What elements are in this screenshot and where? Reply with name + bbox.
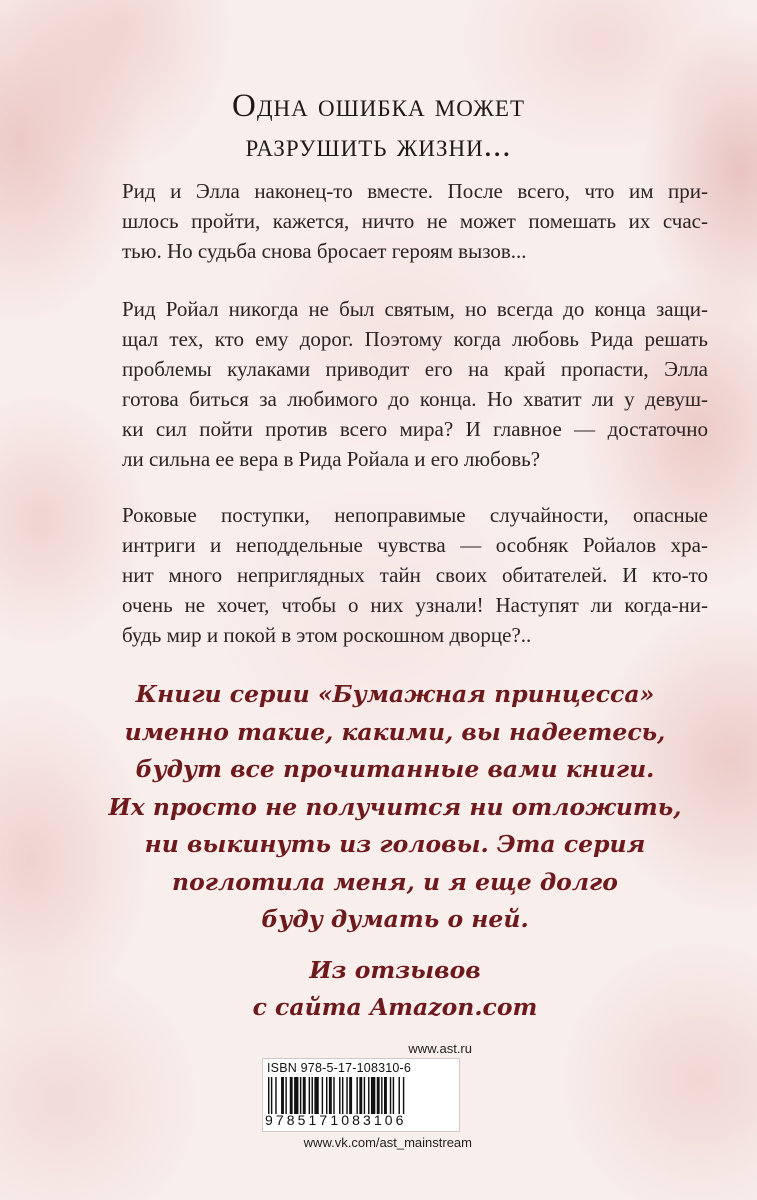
publisher-vk-link: www.vk.com/ast_mainstream	[303, 1135, 472, 1150]
barcode-bar	[275, 1077, 276, 1114]
quote-line: поглотила меня, и я еще долго	[172, 867, 618, 896]
barcode-bar	[281, 1077, 284, 1114]
paragraph-3	[122, 500, 708, 650]
quote-source	[90, 952, 700, 1026]
source-line-2: с сайта Amazon.com	[252, 993, 538, 1021]
paragraph-line: Рид Ройал никогда не был святым, но всегда до конца защи-	[122, 297, 708, 321]
paragraph-line: шлось пройти, кажется, ничто не может помешать их счас-	[122, 209, 708, 233]
barcode-bar	[290, 1077, 293, 1114]
barcode-bar	[371, 1077, 375, 1114]
barcode-bar	[339, 1077, 340, 1114]
barcode-digits: 9785171083106	[265, 1112, 407, 1128]
barcode-bar	[384, 1077, 387, 1114]
barcode-bar	[300, 1077, 301, 1114]
barcode-bar	[377, 1077, 380, 1114]
barcode-bar	[403, 1077, 404, 1114]
quote-line: буду думать о ней.	[261, 905, 529, 933]
source-line-1: Из отзывов	[309, 956, 481, 984]
paragraph-line: очень не хочет, чтобы о них узнали! Наступят ли когда-ни-	[122, 593, 708, 617]
barcode-bar	[285, 1077, 286, 1114]
barcode-bar	[364, 1077, 365, 1114]
barcode-bar	[309, 1077, 310, 1114]
barcode-bar	[342, 1077, 343, 1114]
barcode-bar	[294, 1077, 298, 1114]
paragraph-line: тью. Но судьба снова бросает героям вызов...	[122, 239, 527, 263]
barcode-bar	[322, 1077, 323, 1114]
barcode-bar	[349, 1077, 352, 1114]
paragraph-line: щал тех, кто ему дорог. Поэтому когда любовь Рида решать	[122, 327, 708, 351]
paragraph-line: ли сильна ее вера в Рида Ройала и его любовь?	[122, 447, 541, 471]
paragraph-line: готова биться за любимого до конца. Но хватит ли у девуш-	[122, 387, 708, 411]
quote-line: именно такие, какими, вы надеетесь,	[124, 717, 666, 746]
barcode-bar	[399, 1077, 400, 1114]
paragraph-line: проблемы кулаками приводит его на край пропасти, Элла	[122, 357, 708, 381]
publisher-site: www.ast.ru	[408, 1041, 472, 1056]
paragraph-1	[122, 176, 708, 266]
paragraph-line: Рид и Элла наконец-то вместе. После всего, что им при-	[122, 179, 708, 203]
barcode-icon	[267, 1077, 455, 1114]
quote-line: будут все прочитанные вами книги.	[135, 755, 655, 783]
paragraph-line: Роковые поступки, непоправимые случайности, опасные	[122, 503, 708, 527]
isbn-label: ISBN 978-5-17-108310-6	[267, 1061, 412, 1075]
barcode-bar	[368, 1077, 369, 1114]
barcode-block	[262, 1058, 460, 1132]
paragraph-line: нит много неприглядных тайн своих обитателей. И кто-то	[122, 563, 708, 587]
barcode-bar	[346, 1077, 347, 1114]
barcode-bar	[314, 1077, 318, 1114]
barcode-bar	[390, 1077, 391, 1114]
barcode-bar	[333, 1077, 334, 1114]
headline-line-1: Одна ошибка может	[231, 88, 525, 124]
quote-line: Книги серии «Бумажная принцесса»	[135, 680, 655, 708]
barcode-bar	[326, 1077, 327, 1114]
paragraph-line: будь мир и покой в этом роскошном дворце?..	[122, 623, 532, 647]
paragraph-2	[122, 294, 708, 474]
paragraph-line: ки сил пойти против всего мира? И главное — достаточно	[122, 417, 708, 441]
review-quote	[90, 676, 700, 939]
headline-line-2: разрушить жизни...	[245, 128, 512, 164]
barcode-bar	[303, 1077, 306, 1114]
headline	[0, 86, 757, 166]
barcode-bar	[356, 1077, 357, 1114]
barcode-bar	[268, 1077, 269, 1114]
barcode-bar	[312, 1077, 313, 1114]
barcode-bar	[329, 1077, 332, 1114]
quote-line: Их просто не получится ни отложить,	[108, 792, 682, 821]
paragraph-line: интриги и неподдельные чувства — особняк Ройалов хра-	[122, 533, 708, 557]
barcode-bar	[393, 1077, 394, 1114]
barcode-bar	[271, 1077, 272, 1114]
barcode-bar	[359, 1077, 362, 1114]
barcode-bar	[381, 1077, 382, 1114]
quote-line: ни выкинуть из головы. Эта серия	[144, 830, 646, 858]
